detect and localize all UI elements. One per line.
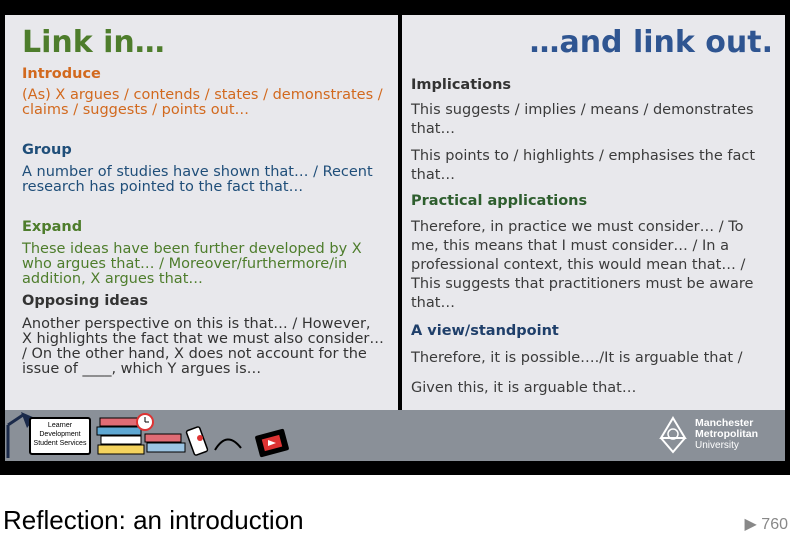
view-heading: A view/standpoint xyxy=(411,323,559,339)
practical-heading: Practical applications xyxy=(411,193,588,209)
play-icon: ▶ xyxy=(744,516,757,533)
ld-line-1: Learner xyxy=(47,422,73,429)
right-column xyxy=(411,23,773,398)
mmu-logo xyxy=(655,416,773,456)
group-heading: Group xyxy=(22,142,72,158)
logo-line-2: Metropolitan xyxy=(695,428,758,440)
video-title[interactable]: Reflection: an introduction xyxy=(3,505,304,535)
learner-development-logo xyxy=(29,417,91,455)
ld-line-3: Student Services xyxy=(33,440,87,447)
link-in-title: Link in… xyxy=(22,25,165,60)
opposing-heading: Opposing ideas xyxy=(22,293,148,309)
expand-heading: Expand xyxy=(22,219,83,235)
view-text-1: Therefore, it is possible…./It is arguable that / xyxy=(411,350,743,366)
column-divider xyxy=(398,15,402,410)
implications-text-1: This suggests / implies / means / demonstrates that… xyxy=(411,102,754,137)
footer-band xyxy=(5,410,785,461)
view-text-2: Given this, it is arguable that… xyxy=(411,380,637,396)
ld-line-2: Development xyxy=(39,431,81,438)
view-count xyxy=(745,514,788,534)
introduce-text: (As) X argues / contends / states / demonstrates / claims / suggests / points out… xyxy=(22,87,383,118)
logo-line-3: University xyxy=(695,440,739,451)
expand-text: These ideas have been further developed by X who argues that… / Moreover/furthermore/in addition, X argues that… xyxy=(22,241,362,287)
implications-heading: Implications xyxy=(411,77,512,93)
logo-line-1: Manchester xyxy=(695,417,754,429)
recycle-logo-icon xyxy=(655,416,691,454)
implications-text-2: This points to / highlights / emphasises the fact that… xyxy=(411,148,756,183)
left-column xyxy=(22,23,384,377)
opposing-text: Another perspective on this is that… / However, X highlights the fact that we must also consider… / On the other hand, X does not account for the issue of ____, which Y argues is… xyxy=(22,316,384,377)
link-out-title: …and link out. xyxy=(529,25,773,60)
group-text: A number of studies have shown that… / Recent research has pointed to the fact that… xyxy=(22,164,373,195)
practical-text: Therefore, in practice we must consider… / To me, this means that I must consider… / In a professional context, this would mean that… / This suggests that practitioners must be aware that… xyxy=(411,219,754,311)
introduce-heading: Introduce xyxy=(22,66,101,82)
slide-content xyxy=(5,15,785,461)
view-count-value: 760 xyxy=(761,516,788,533)
